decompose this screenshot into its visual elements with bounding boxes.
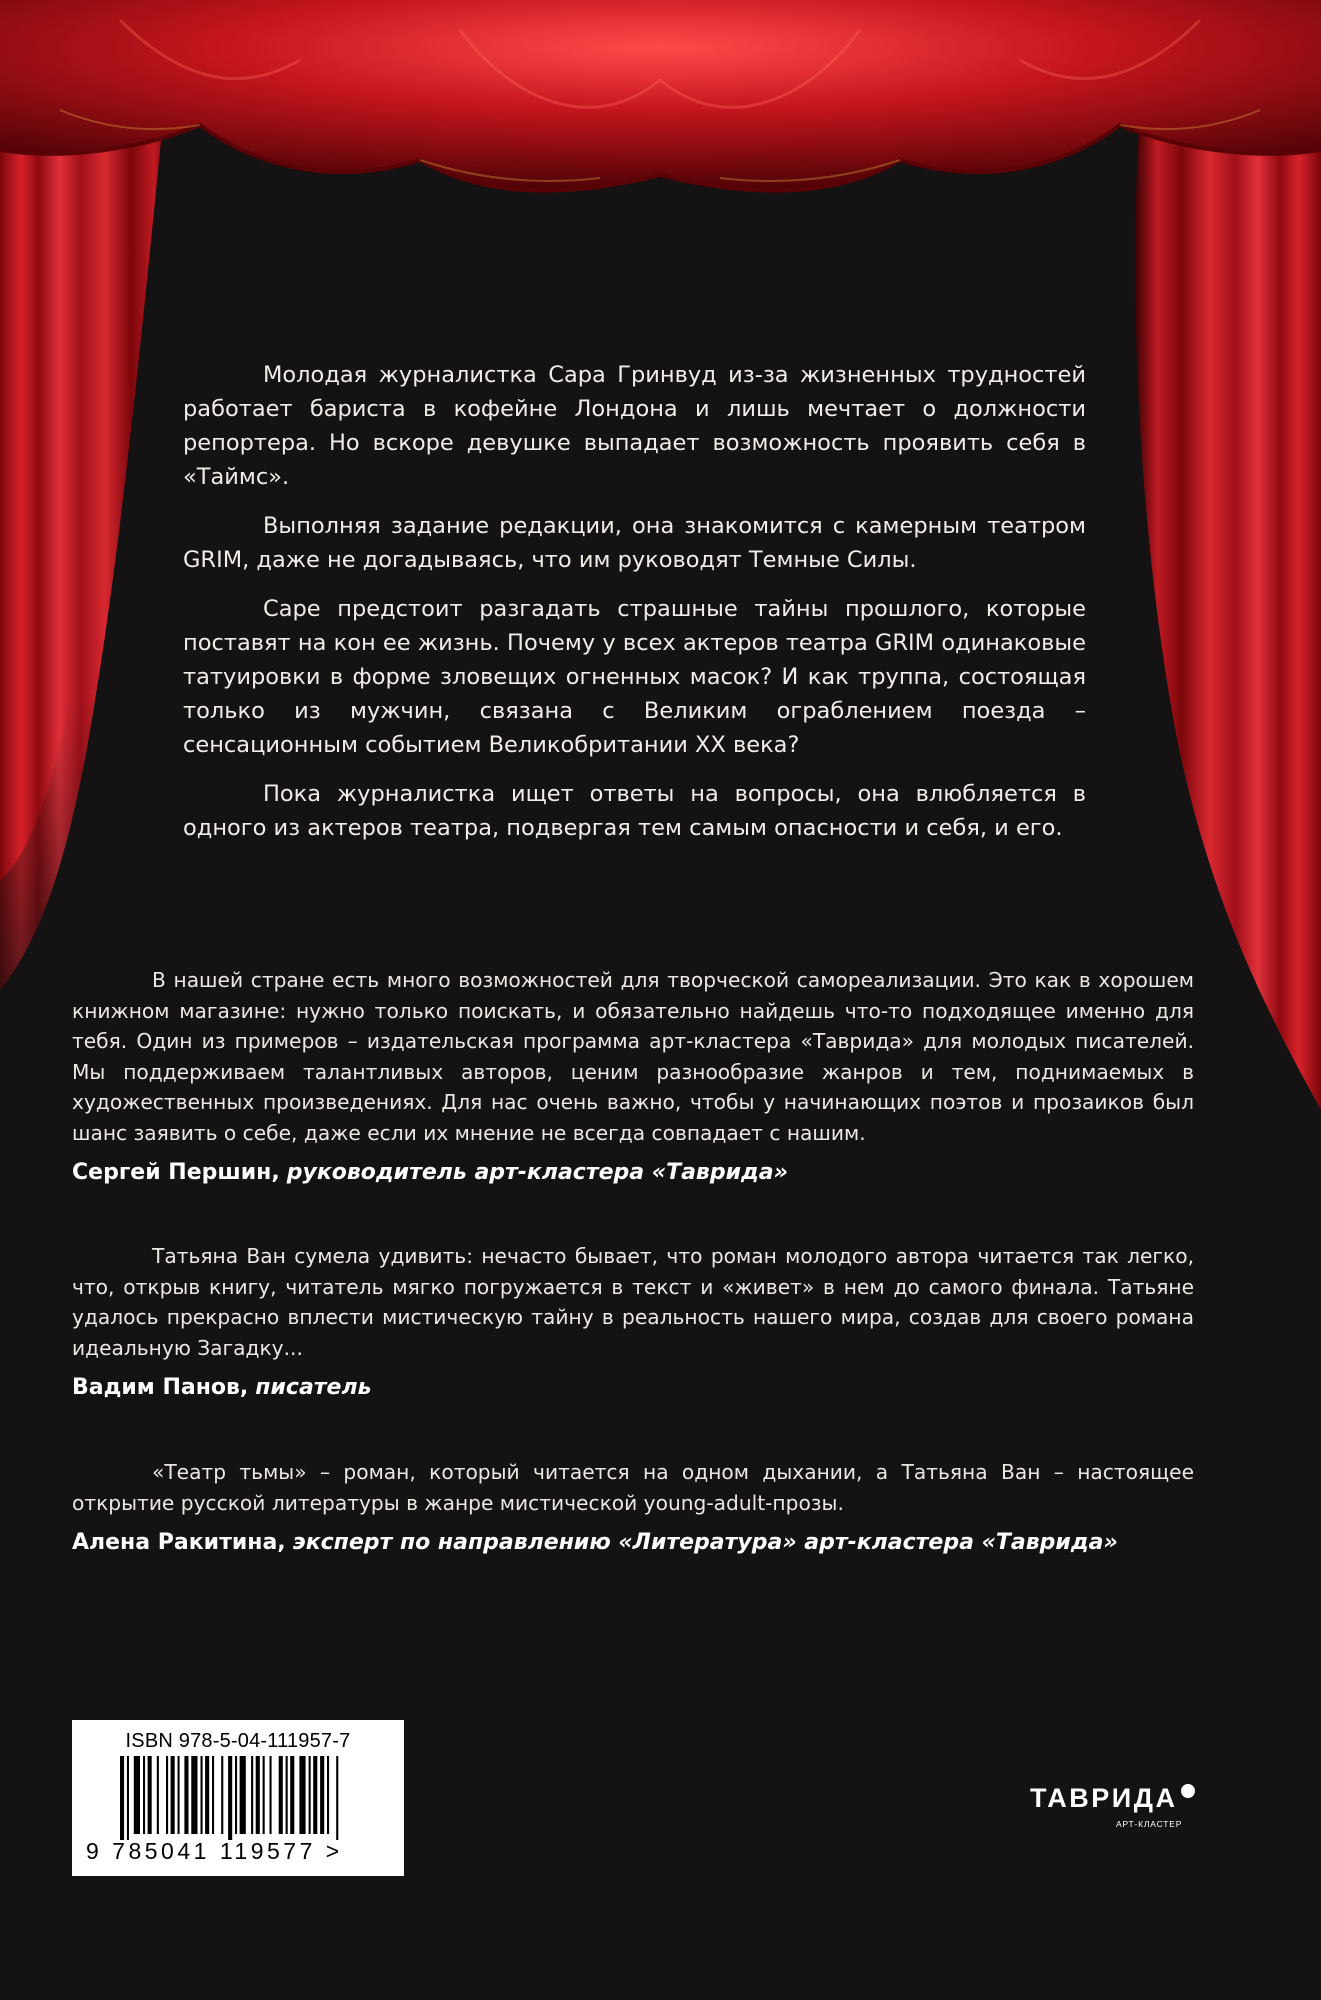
author-name: Сергей Першин, [72, 1160, 280, 1185]
barcode-bar [143, 1756, 145, 1834]
author-name: Алена Ракитина, [72, 1530, 286, 1555]
barcode-bar [120, 1756, 124, 1840]
barcode-bar [178, 1756, 180, 1834]
barcode-bar [290, 1756, 294, 1834]
blurb-paragraph: Пока журналистка ищет ответы на вопросы, она влюбляется в одного из актеров театра, подвергая тем самым опасности и себя, и его. [183, 781, 1086, 841]
book-blurb [183, 358, 1086, 860]
barcode-bar [251, 1756, 253, 1834]
barcode-bar [148, 1756, 152, 1834]
barcode-bar [127, 1756, 129, 1840]
barcode-bar [299, 1756, 305, 1834]
blurb-paragraph: Выполняя задание редакции, она знакомится с камерным театром GRIM, даже не догадываясь, что им руководят Темные Силы. [183, 513, 1086, 573]
quote-author [72, 1158, 1194, 1188]
barcode-bar [228, 1756, 232, 1840]
barcode-bar [166, 1756, 168, 1834]
barcode-bar [256, 1756, 260, 1834]
logo-wordmark: ТАВРИДА [1030, 1783, 1178, 1813]
author-name: Вадим Панов, [72, 1375, 249, 1400]
logo-subtitle: АРТ-КЛАСТЕР [1116, 1819, 1183, 1829]
barcode-bar [286, 1756, 288, 1834]
barcode-digits: 9 785041 119577 > [86, 1838, 343, 1864]
tavrida-logo [1028, 1783, 1198, 1843]
barcode-bar [184, 1756, 188, 1834]
barcode-bar [171, 1756, 175, 1834]
barcode-bar [240, 1756, 246, 1834]
barcode-bar [221, 1756, 223, 1834]
barcode-bar [313, 1756, 317, 1834]
barcode-bar [157, 1756, 159, 1834]
review-quote [72, 965, 1194, 1188]
barcode-bar [134, 1756, 140, 1834]
barcode-bars [120, 1756, 356, 1840]
isbn-label: ISBN 978-5-04-111957-7 [125, 1730, 351, 1752]
barcode-bar [327, 1756, 329, 1834]
quote-author [72, 1373, 1194, 1403]
barcode-bar [279, 1756, 283, 1834]
barcode-bar [191, 1756, 197, 1834]
review-quote [72, 1241, 1194, 1403]
isbn-barcode [72, 1720, 404, 1876]
quote-author [72, 1528, 1194, 1558]
barcode-bar [320, 1756, 324, 1834]
review-quote [72, 1457, 1194, 1558]
blurb-paragraph: Саре предстоит разгадать страшные тайны прошлого, которые поставят на кон ее жизнь. Почему у всех актеров театра GRIM одинаковые татуировки в форме зловещих огненных масок? И как труппа, состоящая только из мужчин, связана с Великим ограблением поезда – сенсационным событием Великобритании XX века? [183, 596, 1086, 758]
author-role: руководитель арт-кластера «Таврида» [286, 1160, 788, 1185]
barcode-bar [270, 1756, 272, 1834]
barcode-bar [235, 1756, 237, 1834]
logo-dot-icon [1181, 1784, 1195, 1798]
author-role: эксперт по направлению «Литература» арт-кластера «Таврида» [292, 1530, 1118, 1555]
quote-text: «Театр тьмы» – роман, который читается на одном дыхании, а Татьяна Ван – настоящее открытие русской литературы в жанре мистической young-adult-прозы. [72, 1460, 1194, 1515]
barcode-bar [201, 1756, 203, 1834]
quote-text: Татьяна Ван сумела удивить: нечасто бывает, что роман молодого автора читается так легко, что, открыв книгу, читатель мягко погружается в текст и «живет» в нем до самого финала. Татьяне удалось прекрасно вплести мистическую тайну в реальность нашего мира, создав для своего романа идеальную Загадку... [72, 1244, 1194, 1360]
barcode-bar [205, 1756, 209, 1834]
author-role: писатель [255, 1375, 372, 1400]
barcode-bar [336, 1756, 338, 1840]
quote-text: В нашей стране есть много возможностей для творческой самореализации. Это как в хорошем книжном магазине: нужно только поискать, и обязательно найдешь что-то подходящее именно для тебя. Один из примеров – издательская программа арт-кластера «Таврида» для молодых писателей. Мы поддерживаем талантливых авторов, ценим разнообразие жанров и тем, поднимаемых в художественных произведениях. Для нас очень важно, чтобы у начинающих поэтов и прозаиков был шанс заявить о себе, даже если их мнение не всегда совпадает с нашим. [72, 968, 1194, 1145]
barcode-bar [212, 1756, 214, 1834]
barcode-bar [309, 1756, 311, 1834]
barcode-bar [263, 1756, 265, 1834]
blurb-paragraph: Молодая журналистка Сара Гринвуд из-за жизненных трудностей работает бариста в кофейне Лондона и лишь мечтает о должности репортера. Но вскоре девушке выпадает возможность проявить себя в «Таймс». [183, 362, 1086, 490]
